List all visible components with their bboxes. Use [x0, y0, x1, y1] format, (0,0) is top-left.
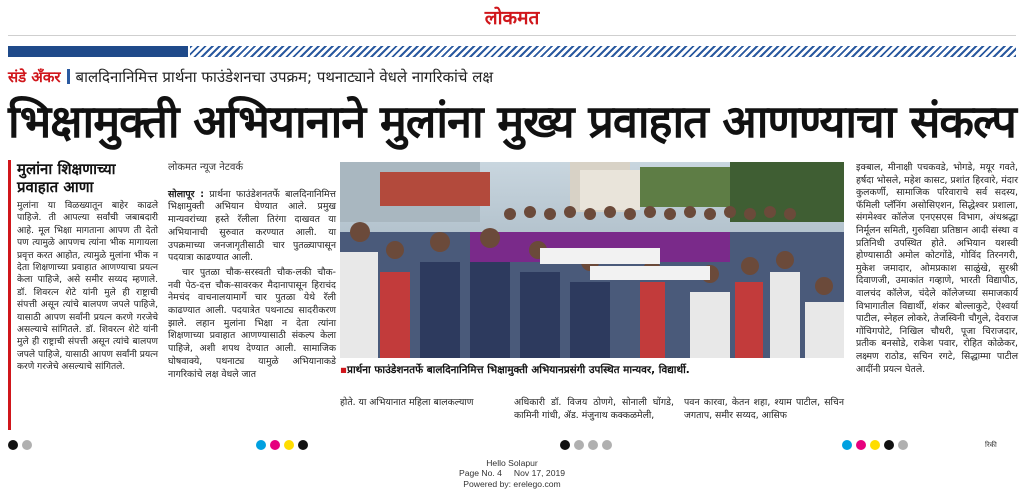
section-band-solid	[8, 46, 188, 57]
reg-dot	[560, 440, 570, 450]
reg-dot	[602, 440, 612, 450]
reg-dot	[870, 440, 880, 450]
registration-marks-center	[560, 440, 612, 450]
masthead-rule	[8, 35, 1016, 36]
reg-dot	[270, 440, 280, 450]
article-column-4: पवन कारवा, केतन शहा, श्याम पाटील, सचिन जगताप, समीर सय्यद, आसिफ	[684, 397, 844, 421]
registration-marks-left	[8, 440, 32, 450]
reg-dot	[8, 440, 18, 450]
section-band-hatched	[190, 46, 1016, 57]
article-column-2-continued: होते. या अभियानात महिला बालकल्याण	[340, 397, 474, 408]
kicker-text: बालदिनानिमित्त प्रार्थना फाउंडेशनचा उपक्रम; पथनाट्याने वेधले नागरिकांचे लक्ष	[75, 68, 494, 86]
footer-page-info: Page No. 4 Nov 17, 2019	[458, 468, 566, 479]
masthead-logo	[0, 4, 1024, 30]
masthead-text: लोकमत	[484, 7, 540, 29]
footer	[0, 458, 1024, 489]
crowd-photo-illustration	[340, 162, 844, 358]
dateline-place: सोलापूर :	[168, 188, 204, 200]
reg-dot	[856, 440, 866, 450]
kicker	[8, 66, 493, 88]
registration-marks-center-left	[256, 440, 308, 450]
article-para-1: प्रार्थना फाउंडेशनतर्फे बालदिनानिमित्त भिक्षामुक्ती अभियान घेण्यात आले. प्रमुख मान्यवरांच्या हस्ते रॅलीला तिरंगा दाखवत या अभियानाची सुरुवात करण्यात आली. या उपक्रमाच्या जनजागृतीसाठी चार पुतळ्यापासून पदयात्रा काढण्यात आली.	[168, 188, 336, 264]
reg-dot	[256, 440, 266, 450]
photo-caption-text: प्रार्थना फाउंडेशनतर्फे बालदिनानिमित्त भिक्षामुक्ती अभियानप्रसंगी उपस्थित मान्यवर, विद्यार्थी.	[347, 364, 690, 376]
reg-dot	[898, 440, 908, 450]
news-photo	[340, 162, 844, 358]
photo-caption	[340, 362, 844, 378]
registration-marks-right	[842, 440, 908, 450]
sidebar-body: मुलांना या विळख्यातून बाहेर काढले पाहिजे. ती आपल्या सर्वांची जबाबदारी आहे. मूल भिक्षा मागताना आपण ती देतो पण त्यामुळे आपणच त्यांना भीक मागायला प्रवृत्त करत आहोत, त्यामुळे मुलांना भीक न देता शिक्षणाच्या प्रवाहात आणण्याचा प्रयत्न केला पाहिजे, असे समीर सय्यद म्हणाले. डॉ. शिवरत्न शेटे यांनी मुले ही राष्ट्राची संपत्ती असून त्यांचे बालपण जपले पाहिजे, यासाठी आपण सर्वांनी प्रयत्न करणे गरजेचे असल्याचे सांगितले. डॉ. शिवरत्न शेटे यांनी मुले ही राष्ट्राची संपत्ती असून त्यांचे बालपण जपले पाहिजे, यासाठी आपण सर्वांनी प्रयत्न करणे गरजेचे असल्याचे सांगितले.	[17, 201, 158, 373]
article-column-1	[168, 162, 336, 424]
article-para-2: चार पुतळा चौक-सरस्वती चौक-लकी चौक-नवी पेठ-दत्त चौक-सावरकर मैदानापासून हिराचंद नेमचंद वाचनालयामार्गे चार पुतळा येथे रॅली काढण्यात आली. पदयात्रेत पथनाट्य सादरीकरण झाले. लहान मुलांना भिक्षा न देता त्यांना शिक्षणाच्या प्रवाहात आणण्यासाठी संकल्प केला पाहिजे, अशी शपथ देण्यात आली. सामाजिक घोषवाक्ये, पथनाट्य यामुळे अभियानाकडे नागरिकांचे लक्ष वेधले जात	[168, 266, 336, 380]
reg-dot	[588, 440, 598, 450]
footer-edition: Hello Solapur	[486, 458, 538, 468]
kicker-separator	[67, 69, 70, 84]
sidebar-box	[8, 160, 158, 430]
kicker-tag: संडे अँकर	[8, 68, 61, 86]
article-column-5: इक्बाल, मीनाक्षी पचकवडे, भोगडे, मयूर गवते, हर्षदा भोसले, महेश कासट, प्रशांत हिरवारे, मंदार कुलकर्णी, सामाजिक परिवाराचे सर्व सदस्य, फॅमिली प्लॅनिंग असोसिएशन, सिद्धेश्वर प्रशाला, संगमेश्वर कॉलेज एनएसएस विभाग, अंधश्रद्धा निर्मूलन समिती, गुरुविद्या प्रतिष्ठान आदी संस्था व प्रतिनिधी उपस्थित होते. अभियान यशस्वी होण्यासाठी अमोल कोटगोंडे, गोविंद तिरनगरी, मुकेश जमादार, ओमप्रकाश साळुंखे, सुरश्री दिवाणजी, उमाकांत गव्हाणे, भारती विद्यापीठ, वालचंद कॉलेज, चंदेले कॉलेजच्या समाजकार्य विभागातील विद्यार्थी, शंकर बोल्लाकुटे, ऐश्वर्या पाटील, स्नेहल लोकरे, तेजस्विनी चौगुले, देवराज गोंचिगपोटे, निखिल चौधरी, पूजा चिराजदार, प्रतीक बनसोडे, राकेश पवार, रोहित कोळेकर, लक्ष्मण राठोड, सचिन रगटे, सिद्धाम्मा पाटील आदींनी प्रयत्न घेतले.	[856, 162, 1018, 375]
reg-dot	[574, 440, 584, 450]
article-column-3: अधिकारी डॉ. विजय ठोणगे, सोनाली घोंगडे, कामिनी गांधी, ॲड. मंजुनाथ कक्कळमेली,	[514, 397, 674, 421]
headline: भिक्षामुक्ती अभियानाने मुलांना मुख्य प्रवाहात आणण्याचा संकल्प	[8, 95, 1016, 148]
sidebar-title: मुलांना शिक्षणाच्या प्रवाहात आणा	[17, 160, 116, 196]
reg-dot	[284, 440, 294, 450]
reg-dot	[842, 440, 852, 450]
reg-dot	[22, 440, 32, 450]
reg-dot	[298, 440, 308, 450]
footer-powered-by[interactable]: Powered by: erelego.com	[463, 478, 561, 489]
caption-marker: ▪	[340, 364, 348, 376]
byline: लोकमत न्यूज नेटवर्क	[168, 162, 244, 173]
reg-dot	[884, 440, 894, 450]
page-code: रिकी	[985, 441, 997, 449]
